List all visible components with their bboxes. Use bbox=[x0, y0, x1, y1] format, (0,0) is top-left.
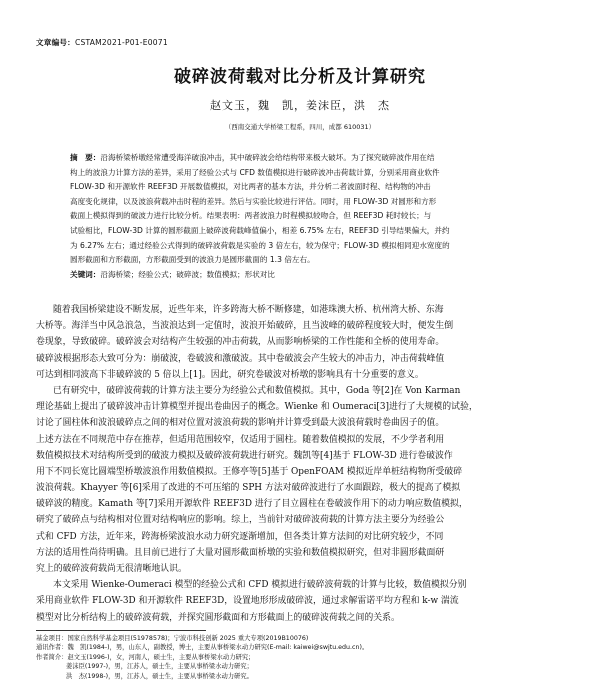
author-list: 赵文玉，魏 凯，姜沫臣，洪 杰 bbox=[210, 99, 390, 112]
abstract-line: 试验相比，FLOW-3D 计算的圆形截面上破碎波荷载峰值偏小，相差 6.75% 左右，REEF3D 引导结果偏大，并约 bbox=[70, 225, 450, 235]
body-text bbox=[36, 302, 568, 626]
document-id-label: 文章编号： bbox=[36, 38, 75, 47]
footnote-line: 基金项目：国家自然科学基金项目(51978578)；宁波市科技创新 2025 重大专项(2019B10076) bbox=[36, 635, 309, 642]
abstract-line: FLOW-3D 和开源软件 REEF3D 开展数值模拟，对比两者的基本方法，并分析二者波面时程、结构物的冲击 bbox=[70, 182, 431, 192]
abstract-line: 圆形截面和方形截面，方形截面受到的波浪力是圆形截面的 1.3 倍左右。 bbox=[70, 255, 315, 265]
body-line: 破碎波根据形态大致可分为：崩破波，卷破波和激破波。其中卷破波会产生较大的冲击力，冲击荷载峰值 bbox=[36, 353, 445, 364]
document-id-value: CSTAM2021-P01-E0071 bbox=[74, 38, 168, 47]
abstract bbox=[70, 151, 532, 282]
body-line: 研究了破碎点与结构相对位置对结构响应的影响。综上，当前针对破碎波荷载的计算方法主要分为经验公 bbox=[36, 515, 445, 526]
document-id bbox=[36, 37, 168, 48]
body-line: 大桥等。海洋当中风急浪急，当波浪达到一定值时，波浪开始破碎，且当波峰的破碎程度较大时，便发生倒 bbox=[36, 321, 454, 332]
paper-title: 破碎波荷载对比分析及计算研究 bbox=[174, 67, 426, 87]
body-line: 上述方法在不同规范中存在推荐，但适用范围较窄，仅适用于圆柱。随着数值模拟的发展，不少学者利用 bbox=[36, 434, 445, 445]
abstract-line: 构上的波浪力计算方法的差异，采用了经验公式与 CFD 数值模拟进行破碎波冲击荷载计算，分别采用商业软件 bbox=[70, 167, 440, 177]
body-line: 波浪荷载。Khayyer 等[6]采用了改进的不可压缩的 SPH 方法对破碎波进行了水面跟踪，极大的提高了模拟 bbox=[36, 483, 461, 494]
body-line: 数值模拟技术对结构所受到的破波力模拟及破碎波荷载进行研究。魏凯等[4]基于 FLOW-3D 进行卷破波作 bbox=[36, 450, 453, 461]
keywords-text: 沿海桥梁；经验公式；破碎波；数值模拟；形状对比 bbox=[100, 269, 276, 279]
body-line: 式和 CFD 方法，近年来，跨海桥梁波浪水动力研究逐渐增加，但各类计算方法间的对比研究较少，不同 bbox=[36, 531, 444, 542]
footnote-divider bbox=[36, 630, 206, 631]
body-line: 采用商业软件 FLOW-3D 和开源软件 REEF3D，设置地形形成破碎波，通过求解雷诺平均方程和 k-w 湍流 bbox=[36, 596, 459, 607]
abstract-text: 沿海桥梁桥墩经常遭受海洋破浪冲击，其中破碎波会给结构带来极大破坏。为了探究破碎波作用在结 bbox=[100, 153, 435, 162]
body-line: 模型对比分析结构上的破碎波荷载，并探究圆形截面和方形截面上的破碎波荷载之间的关系。 bbox=[36, 612, 400, 623]
footnote-line: 姜沫臣(1997-)，男，江苏人，硕士生，主要从事桥梁水动力研究； bbox=[66, 663, 253, 671]
body-line: 讨论了圆柱体和波浪破碎点之间的相对位置对波浪荷载的影响并计算受到最大波浪荷载时卷曲因子的值。 bbox=[36, 418, 445, 429]
body-line: 理论基础上提出了破碎波冲击计算模型并提出卷曲因子的概念。Wienke 和 Oumeraci[3]进行了大规模的试验， bbox=[36, 402, 478, 413]
affiliation: （西南交通大学桥梁工程系，四川，成都 610031） bbox=[224, 123, 376, 131]
keywords bbox=[70, 268, 532, 283]
abstract-line: 高度变化规律，以及波浪荷载冲击时程的差异。然后与实验比较进行评估。同时，用 FLOW-3D 对圆形和方形 bbox=[70, 196, 437, 206]
footnote-line: 通讯作者：魏 凯(1984-)，男，山东人，副教授，博士，主要从事桥梁水动力研究(E-mail: kaiwei@swjtu.edu.cn)。 bbox=[36, 644, 369, 652]
body-line: 用下不同长宽比圆端型桥墩波浪作用数值模拟。王修亭等[5]基于 OpenFOAM 模拟近岸单桩结构物所受破碎 bbox=[36, 466, 463, 477]
abstract-line bbox=[70, 151, 532, 166]
abstract-line: 截面上模拟得到的破波力进行比较分析。结果表明：两者波浪力时程模拟较吻合，但 REEF3D 耗时较长；与 bbox=[70, 211, 432, 221]
body-line: 本文采用 Wienke-Oumeraci 模型的经验公式和 CFD 模拟进行破碎波荷载的计算与比较，数值模拟分别 bbox=[53, 580, 467, 591]
body-line: 卷现象，导致破碎。破碎波会对结构产生较强的冲击荷载，从而影响桥梁的工作性能和全桥的使用寿命。 bbox=[36, 337, 445, 348]
body-line: 破碎波的精度。Kamath 等[7]采用开源软件 REEF3D 进行了目立圆柱在卷破波作用下的动力响应数值模拟， bbox=[36, 499, 468, 510]
footnotes bbox=[36, 634, 568, 681]
footnote-line: 洪 杰(1998-)，男，江苏人，硕士生，主要从事桥梁水动力研究。 bbox=[66, 672, 253, 680]
body-line: 随着我国桥梁建设不断发展，近些年来，许多跨海大桥不断修建，如港珠澳大桥、杭州湾大桥、东海 bbox=[53, 305, 444, 315]
body-line: 可达到相同波高下非破碎波的 5 倍以上[1]。因此，研究卷破波对桥墩的影响具有十分重要的意义。 bbox=[36, 369, 424, 380]
footnote-line: 作者简介：赵文玉(1996-)，女，河南人，硕士生，主要从事桥梁水动力研究； bbox=[36, 653, 255, 661]
keywords-label: 关键词： bbox=[70, 269, 101, 279]
body-line: 已有研究中，破碎波荷载的计算方法主要分为经验公式和数值模拟。其中，Goda 等[2]在 Von Karman bbox=[53, 385, 461, 396]
body-line: 方法的适用性尚待明确。且目前已进行了大量对圆形截面桥墩的实验和数值模拟研究，但对非圆形截面研 bbox=[36, 547, 445, 558]
abstract-label: 摘 要： bbox=[70, 153, 101, 162]
abstract-line: 为 6.27% 左右；通过经验公式得到的破碎波荷载是实验的 3 倍左右，较为保守；FLOW-3D 模拟相同迎水宽度的 bbox=[70, 240, 450, 250]
body-line: 究上的破碎波荷载尚无很清晰地认识。 bbox=[36, 564, 187, 574]
